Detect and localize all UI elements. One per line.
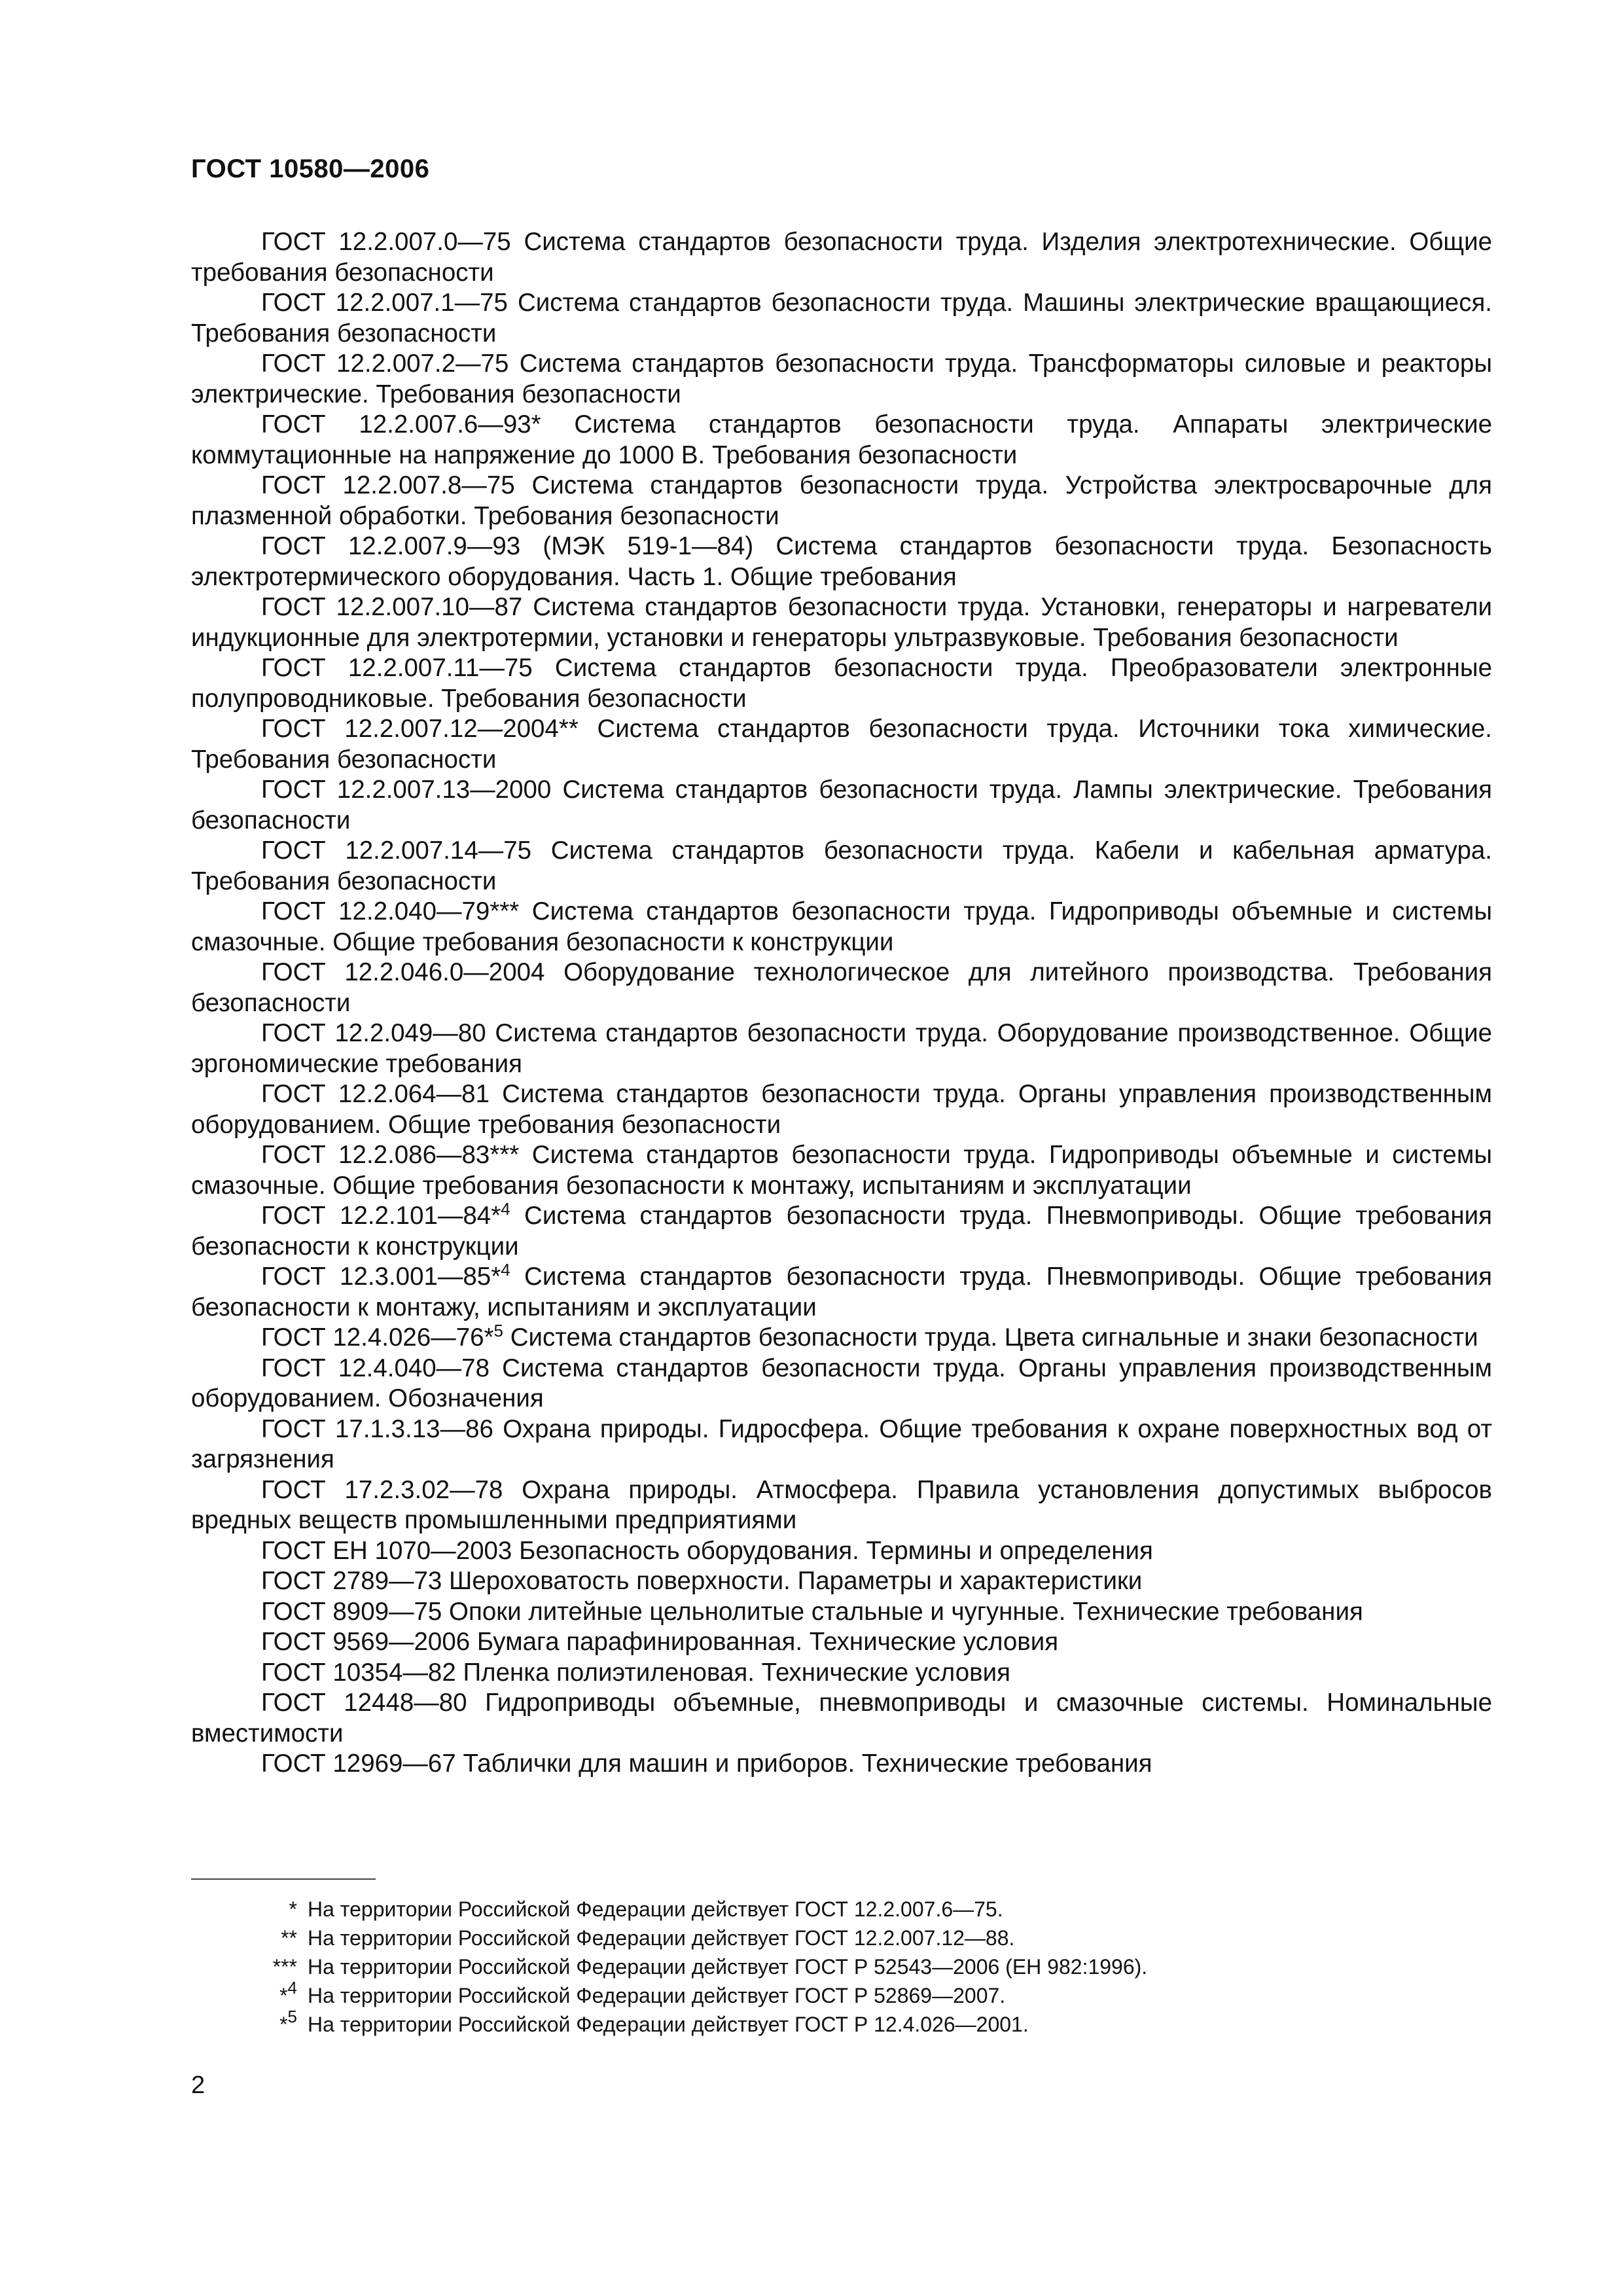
reference-title: Система стандартов безопасности труда. Преобразователи электронные полупроводниковые. Требования безопасности xyxy=(191,654,1492,713)
reference-entry xyxy=(191,1627,1492,1658)
reference-title: Система стандартов безопасности труда. Устройства электросварочные для плазменной обработки. Требования безопасности xyxy=(191,471,1492,530)
reference-entry xyxy=(191,1566,1492,1597)
footnote-marker: 4 xyxy=(501,1260,510,1280)
reference-code: ГОСТ 12.2.007.12—2004** xyxy=(261,715,579,743)
document-header: ГОСТ 10580—2006 xyxy=(191,154,430,183)
reference-entry xyxy=(191,1354,1492,1414)
footnote-asterisk: * xyxy=(289,1897,297,1921)
reference-code: ГОСТ 12.3.001—85* xyxy=(261,1263,501,1291)
reference-title: Система стандартов безопасности труда. Цвета сигнальные и знаки безопасности xyxy=(510,1323,1478,1352)
reference-title: Опоки литейные цельнолитые стальные и чугунные. Технические требования xyxy=(449,1597,1363,1626)
reference-entry xyxy=(191,471,1492,531)
reference-code: ГОСТ 12.2.101—84* xyxy=(261,1202,501,1230)
reference-entry xyxy=(191,1262,1492,1323)
reference-code: ГОСТ 12.2.007.9—93 (МЭК 519-1—84) xyxy=(261,532,754,560)
reference-entry xyxy=(191,531,1492,592)
reference-entry xyxy=(191,410,1492,471)
reference-code: ГОСТ 12.2.049—80 xyxy=(261,1019,486,1047)
footnote-marker: 5 xyxy=(493,1321,504,1340)
reference-title: Система стандартов безопасности труда. Источники тока химические. Требования безопасности xyxy=(191,715,1492,774)
reference-title: Гидроприводы объемные, пневмоприводы и смазочные системы. Номинальные вместимости xyxy=(191,1689,1493,1748)
reference-entry xyxy=(191,1079,1492,1140)
reference-entry xyxy=(191,653,1492,714)
footnote-number: 4 xyxy=(287,1978,297,1998)
footnote-text: На территории Российской Федерации действует ГОСТ Р 12.4.026—2001. xyxy=(308,2013,1029,2036)
reference-code: ГОСТ 12.2.007.13—2000 xyxy=(261,776,552,804)
reference-code: ГОСТ 17.1.3.13—86 xyxy=(261,1414,493,1443)
footnote-mark xyxy=(273,1952,297,1981)
reference-entry xyxy=(191,1018,1492,1079)
reference-entry xyxy=(191,1597,1492,1628)
reference-title: Система стандартов безопасности труда. Изделия электротехнические. Общие требования безопасности xyxy=(191,228,1493,287)
reference-entry xyxy=(191,1323,1492,1354)
footnote-text: На территории Российской Федерации действует ГОСТ Р 52869—2007. xyxy=(308,1984,1006,2007)
footnote-asterisk: * xyxy=(279,2013,288,2036)
reference-code: ГОСТ 2789—73 xyxy=(261,1567,442,1595)
reference-title: Система стандартов безопасности труда. Оборудование производственное. Общие эргономические требования xyxy=(191,1019,1492,1078)
reference-entry xyxy=(191,592,1492,653)
reference-title: Система стандартов безопасности труда. Аппараты электрические коммутационные на напряжение до 1000 В. Требования безопасности xyxy=(191,410,1492,469)
reference-title: Система стандартов безопасности труда. Органы управления производственным оборудованием. Общие требования безопасности xyxy=(191,1080,1493,1139)
footnote-text: На территории Российской Федерации действует ГОСТ 12.2.007.6—75. xyxy=(308,1897,1003,1921)
reference-code: ГОСТ 12.2.086—83*** xyxy=(261,1141,520,1169)
footnote-asterisk: ** xyxy=(281,1926,297,1950)
footnote-mark xyxy=(289,1895,297,1924)
reference-entry xyxy=(191,1475,1492,1536)
reference-title: Система стандартов безопасности труда. Кабели и кабельная арматура. Требования безопасности xyxy=(191,836,1492,895)
footnote-separator xyxy=(191,1878,376,1880)
reference-code: ГОСТ 17.2.3.02—78 xyxy=(261,1475,503,1504)
reference-code: ГОСТ 12.4.040—78 xyxy=(261,1354,490,1382)
reference-title: Охрана природы. Гидросфера. Общие требования к охране поверхностных вод от загрязнения xyxy=(191,1414,1492,1473)
footnote xyxy=(191,1924,1435,1952)
reference-title: Система стандартов безопасности труда. Трансформаторы силовые и реакторы электрические. Требования безопасности xyxy=(191,350,1492,408)
reference-code: ГОСТ 9569—2006 xyxy=(261,1628,471,1656)
reference-title: Система стандартов безопасности труда. Машины электрические вращающиеся. Требования безопасности xyxy=(191,289,1493,348)
reference-title: Система стандартов безопасности труда. Пневмоприводы. Общие требования безопасности к конструкции xyxy=(191,1202,1492,1261)
reference-code: ГОСТ 12.2.046.0—2004 xyxy=(261,958,545,986)
reference-title: Система стандартов безопасности труда. Установки, генераторы и нагреватели индукционные для электротермии, установки и генераторы ультразвуковые. Требования безопасности xyxy=(191,593,1492,652)
reference-entry xyxy=(191,1201,1492,1262)
reference-code: ГОСТ 12.2.007.2—75 xyxy=(261,350,509,378)
reference-entry xyxy=(191,1688,1492,1749)
reference-title: Шероховатость поверхности. Параметры и характеристики xyxy=(449,1567,1143,1595)
reference-code: ГОСТ 12.2.007.11—75 xyxy=(261,654,533,682)
reference-title: Система стандартов безопасности труда. Гидроприводы объемные и системы смазочные. Общие требования безопасности к конструкции xyxy=(191,897,1492,956)
reference-code: ГОСТ 12.2.007.1—75 xyxy=(261,289,508,317)
footnote-marker: 4 xyxy=(501,1199,510,1219)
reference-code: ГОСТ 8909—75 xyxy=(261,1597,442,1626)
footnote xyxy=(191,1952,1435,1981)
reference-entry xyxy=(191,958,1492,1018)
reference-code: ГОСТ 12.2.040—79*** xyxy=(261,897,520,925)
footnote-asterisk: * xyxy=(279,1984,288,2007)
footnote xyxy=(191,1895,1435,1924)
reference-code: ГОСТ ЕН 1070—2003 xyxy=(261,1536,512,1565)
reference-title: Таблички для машин и приборов. Технические требования xyxy=(463,1749,1152,1778)
reference-entry xyxy=(191,349,1492,410)
reference-entry xyxy=(191,227,1492,288)
footnote-mark xyxy=(281,1924,297,1952)
reference-code: ГОСТ 12.2.064—81 xyxy=(261,1080,490,1108)
reference-entry xyxy=(191,1658,1492,1689)
footnote-asterisk: *** xyxy=(272,1955,297,1979)
reference-code: ГОСТ 12969—67 xyxy=(261,1749,456,1778)
normative-references-list xyxy=(191,227,1492,1780)
reference-title: Система стандартов безопасности труда. Органы управления производственным оборудованием. Обозначения xyxy=(191,1354,1493,1412)
reference-code: ГОСТ 10354—82 xyxy=(261,1658,456,1687)
reference-entry xyxy=(191,714,1492,775)
reference-entry xyxy=(191,1414,1492,1475)
footnote-text: На территории Российской Федерации действует ГОСТ 12.2.007.12—88. xyxy=(308,1926,1015,1950)
reference-entry xyxy=(191,1749,1492,1780)
footnote xyxy=(191,1978,1435,2010)
reference-title: Система стандартов безопасности труда. Гидроприводы объемные и системы смазочные. Общие требования безопасности к монтажу, испытаниям и эксплуатации xyxy=(191,1141,1492,1200)
reference-entry xyxy=(191,775,1492,836)
footnotes xyxy=(191,1895,1435,2039)
reference-code: ГОСТ 12.2.007.14—75 xyxy=(261,836,532,865)
reference-entry xyxy=(191,288,1492,349)
reference-code: ГОСТ 12.2.007.8—75 xyxy=(261,471,515,499)
reference-entry xyxy=(191,1536,1492,1567)
reference-title: Система стандартов безопасности труда. Пневмоприводы. Общие требования безопасности к монтажу, испытаниям и эксплуатации xyxy=(191,1263,1492,1321)
reference-entry xyxy=(191,897,1492,958)
reference-title: Пленка полиэтиленовая. Технические условия xyxy=(463,1658,1010,1687)
page-number: 2 xyxy=(191,2072,205,2099)
reference-title: Охрана природы. Атмосфера. Правила установления допустимых выбросов вредных веществ промышленными предприятиями xyxy=(191,1475,1492,1534)
reference-code: ГОСТ 12448—80 xyxy=(261,1689,467,1717)
reference-code: ГОСТ 12.2.007.10—87 xyxy=(261,593,523,621)
footnote-mark xyxy=(279,1978,297,2010)
reference-title: Система стандартов безопасности труда. Лампы электрические. Требования безопасности xyxy=(191,776,1492,834)
reference-title: Система стандартов безопасности труда. Безопасность электротермического оборудования. Часть 1. Общие требования xyxy=(191,532,1492,591)
reference-title: Бумага парафинированная. Технические условия xyxy=(476,1628,1059,1656)
footnote xyxy=(191,2007,1435,2039)
reference-title: Безопасность оборудования. Термины и определения xyxy=(519,1536,1153,1565)
footnote-mark xyxy=(279,2007,297,2039)
reference-code: ГОСТ 12.2.007.6—93* xyxy=(261,410,541,439)
reference-entry xyxy=(191,1140,1492,1201)
footnote-text: На территории Российской Федерации действует ГОСТ Р 52543—2006 (ЕН 982:1996). xyxy=(308,1955,1148,1979)
reference-title: Оборудование технологическое для литейного производства. Требования безопасности xyxy=(191,958,1493,1017)
footnote-number: 5 xyxy=(287,2007,297,2026)
reference-entry xyxy=(191,836,1492,897)
reference-code: ГОСТ 12.2.007.0—75 xyxy=(261,228,511,256)
reference-code: ГОСТ 12.4.026—76* xyxy=(261,1323,494,1352)
